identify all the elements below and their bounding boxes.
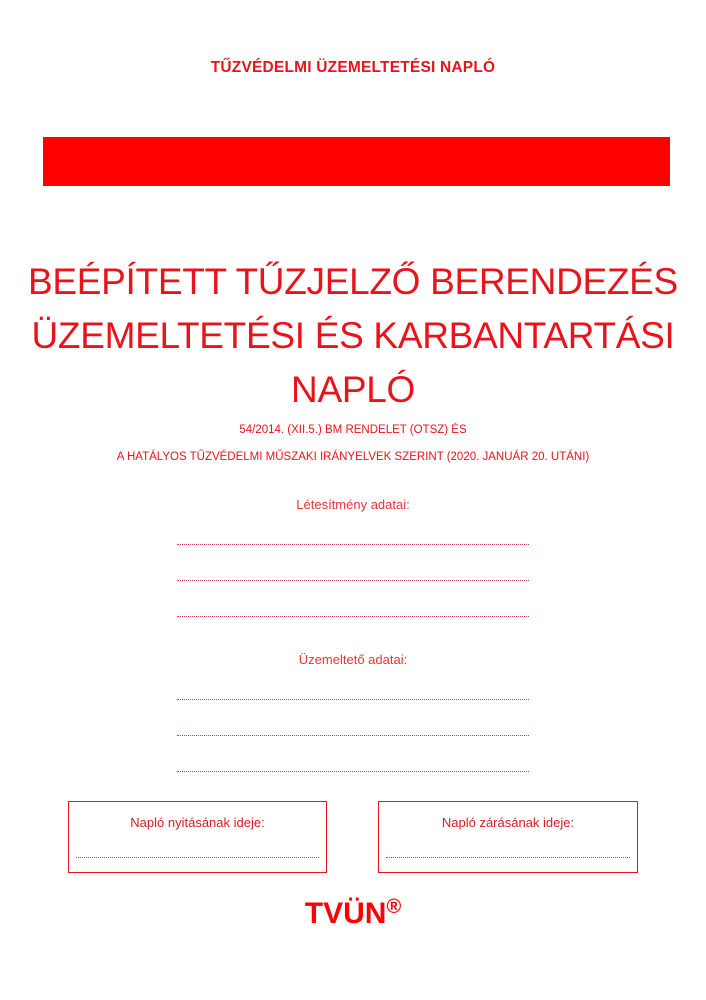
main-title-line-3: NAPLÓ <box>291 369 415 410</box>
regulation-line-1: 54/2014. (XII.5.) BM RENDELET (OTSZ) ÉS <box>239 424 467 436</box>
closing-date-box <box>378 801 638 873</box>
closing-date-field[interactable] <box>386 857 630 858</box>
main-title <box>0 255 706 417</box>
facility-line-2[interactable] <box>177 580 529 581</box>
registered-mark: ® <box>386 896 402 918</box>
operator-label: Üzemeltető adatai: <box>298 652 408 667</box>
brand-logo <box>0 896 706 931</box>
header-title: TŰZVÉDELMI ÜZEMELTETÉSI NAPLÓ <box>210 59 496 76</box>
facility-line-3[interactable] <box>177 616 529 617</box>
brand-name: TVÜN <box>304 897 387 930</box>
main-title-line-1: BEÉPÍTETT TŰZJELZŐ BERENDEZÉS <box>28 261 678 302</box>
facility-label: Létesítmény adatai: <box>296 497 410 512</box>
facility-line-1[interactable] <box>177 544 529 545</box>
opening-date-field[interactable] <box>76 857 319 858</box>
opening-date-label: Napló nyitásának ideje: <box>130 815 265 830</box>
red-banner <box>43 137 670 186</box>
regulation-line-2: A HATÁLYOS TŰZVÉDELMI MŰSZAKI IRÁNYELVEK SZERINT (2020. JANUÁR 20. UTÁNI) <box>116 451 590 463</box>
opening-date-box <box>68 801 327 873</box>
operator-line-3[interactable] <box>177 771 529 772</box>
closing-date-label: Napló zárásának ideje: <box>441 815 575 830</box>
main-title-line-2: ÜZEMELTETÉSI ÉS KARBANTARTÁSI <box>31 315 675 356</box>
operator-line-1[interactable] <box>177 699 529 700</box>
operator-line-2[interactable] <box>177 735 529 736</box>
